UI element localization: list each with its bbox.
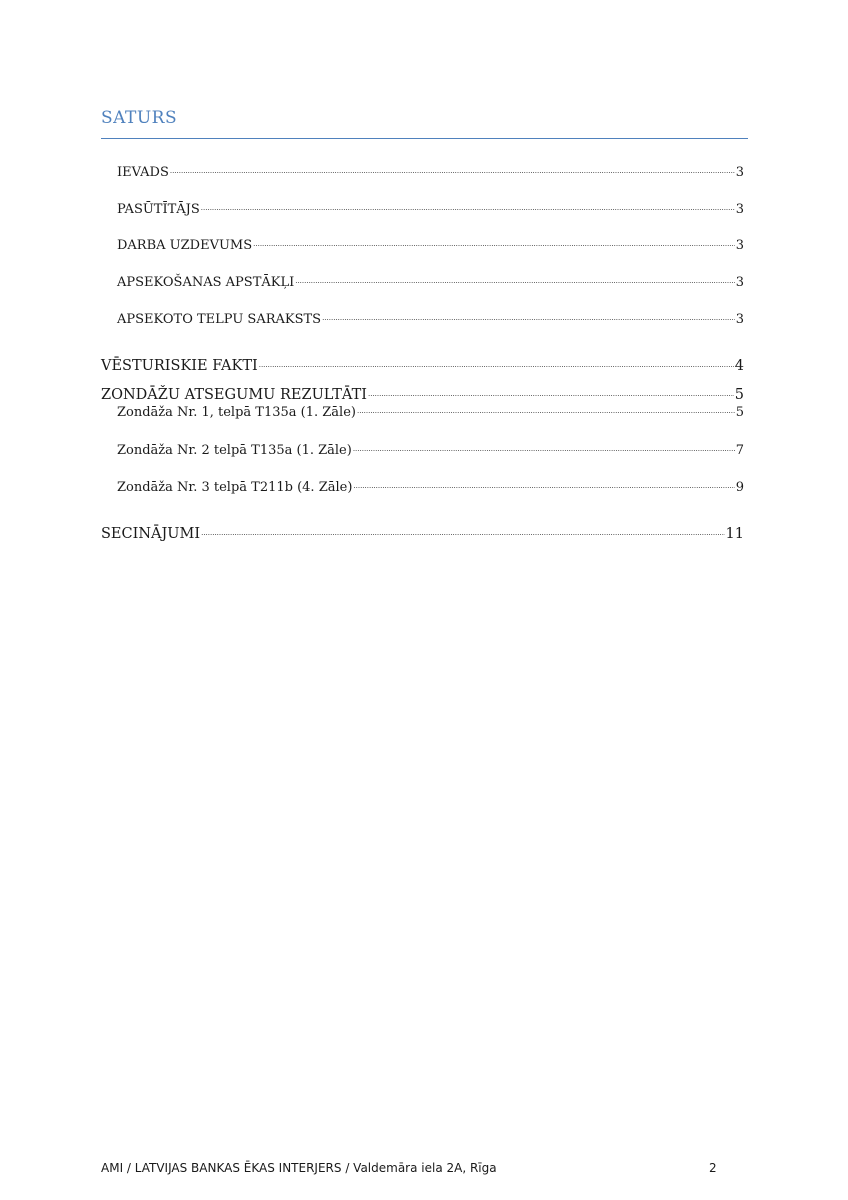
toc-entry-darba-uzdevums[interactable] [117, 236, 744, 253]
toc-heading: SATURS [101, 108, 178, 128]
toc-entry-zondazu-rezultati[interactable] [101, 384, 744, 403]
toc-entry-title: DARBA UZDEVUMS [117, 238, 253, 253]
toc-entry-zondaza-1[interactable] [117, 403, 744, 420]
heading-rule [101, 138, 748, 139]
toc-entry-page: 9 [735, 480, 744, 495]
dot-leader [322, 311, 735, 324]
toc-entry-title: SECINĀJUMI [101, 525, 201, 542]
toc-entry-page: 3 [735, 202, 744, 217]
toc-entry-page: 5 [735, 405, 744, 420]
toc-entry-title: APSEKOTO TELPU SARAKSTS [117, 312, 322, 327]
toc-entry-title: Zondāža Nr. 1, telpā T135a (1. Zāle) [117, 405, 356, 420]
dot-leader [295, 274, 734, 287]
toc-entry-title: PASŪTĪTĀJS [117, 202, 200, 217]
toc-entry-vesturiskie-fakti[interactable] [101, 355, 744, 374]
dot-leader [368, 385, 734, 400]
dot-leader [253, 237, 735, 250]
toc-entry-title: VĒSTURISKIE FAKTI [101, 357, 258, 374]
toc-entry-title: ZONDĀŽU ATSEGUMU REZULTĀTI [101, 386, 367, 403]
toc-entry-title: IEVADS [117, 165, 169, 180]
toc-entry-apsekosanas-apstakli[interactable] [117, 273, 744, 290]
toc-entry-page: 3 [735, 165, 744, 180]
toc-entry-page: 5 [734, 386, 744, 403]
footer-text: AMI / LATVIJAS BANKAS ĒKAS INTERJERS / Valdemāra iela 2A, Rīga [101, 1161, 497, 1175]
toc-entry-page: 4 [734, 357, 744, 374]
toc-entry-zondaza-3[interactable] [117, 478, 744, 495]
toc-entry-title: APSEKOŠANAS APSTĀKĻI [117, 275, 295, 290]
dot-leader [357, 404, 735, 417]
toc-entry-apsekoto-telpu-saraksts[interactable] [117, 310, 744, 327]
dot-leader [170, 164, 735, 177]
toc-entry-page: 7 [735, 443, 744, 458]
footer-page-number: 2 [709, 1161, 717, 1175]
toc-entry-page: 3 [735, 275, 744, 290]
dot-leader [201, 201, 735, 214]
toc-entry-secinajumi[interactable] [101, 523, 744, 542]
toc-entry-title: Zondāža Nr. 3 telpā T211b (4. Zāle) [117, 480, 353, 495]
toc-entry-ievads[interactable] [117, 163, 744, 180]
dot-leader [201, 524, 724, 539]
toc-entry-page: 3 [735, 238, 744, 253]
toc-entry-title: Zondāža Nr. 2 telpā T135a (1. Zāle) [117, 443, 352, 458]
toc-entry-page: 11 [725, 525, 744, 542]
toc-entry-page: 3 [735, 312, 744, 327]
dot-leader [353, 479, 734, 492]
toc-entry-zondaza-2[interactable] [117, 441, 744, 458]
dot-leader [353, 442, 735, 455]
toc-entry-pasutitajs[interactable] [117, 200, 744, 217]
dot-leader [259, 356, 734, 371]
